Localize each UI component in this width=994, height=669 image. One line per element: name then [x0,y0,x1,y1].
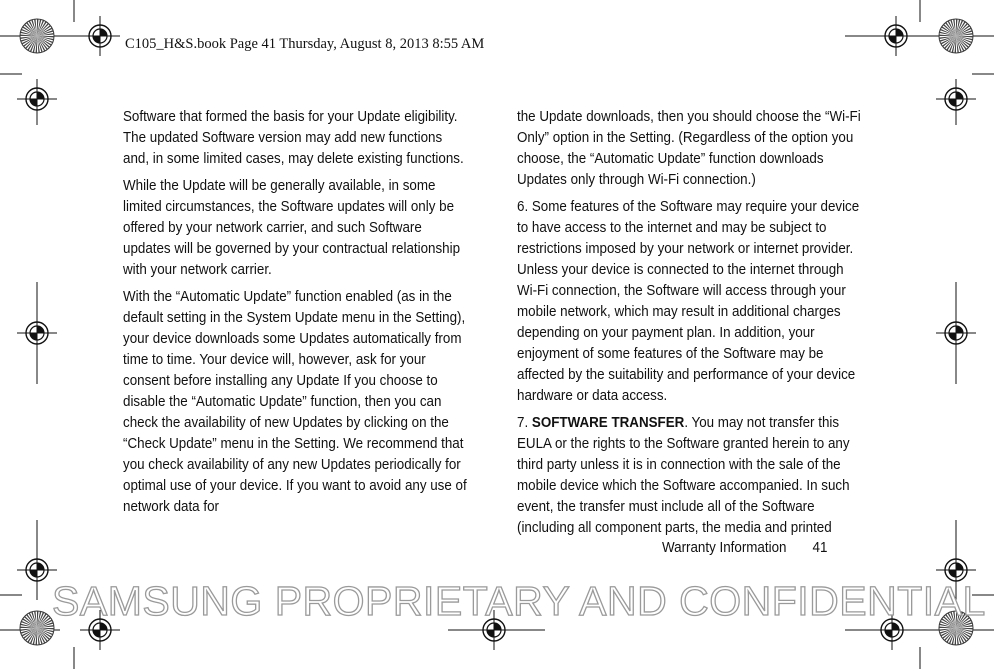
left-paragraph-1: Software that formed the basis for your Update eligibility. The updated Software version may add new functions and, in some limited cases, may delete existing functions. [123,109,464,167]
footer-section-title: Warranty Information [662,540,787,556]
color-starburst-icon [20,611,54,645]
item-6-paragraph: 6. Some features of the Software may require your device to have access to the internet and may be subject to restrictions imposed by your network or internet provider. Unless your device is connected to the internet through Wi-Fi connection, the Software will access through your mobile network, which may result in additional charges depending on your payment plan. In addition, your enjoyment of some features of the Software may be affected by the suitability and performance of your device hardware or data access. [517,199,860,404]
registration-target-icon [936,313,976,353]
registration-target-icon [936,79,976,119]
item-7-text: . You may not transfer this EULA or the rights to the Software granted herein to any third party unless it is in connection with the sale of the mobile device which the Software accompanied. In such event, the transfer must include all of the Software (including all component parts, the media and printed [517,415,850,536]
item-7-paragraph [517,413,862,539]
page-footer [662,540,827,556]
print-info-header: C105_H&S.book Page 41 Thursday, August 8, 2013 8:55 AM [125,36,485,52]
registration-target-icon [80,16,120,56]
right-continuation-paragraph: the Update downloads, then you should choose the “Wi-Fi Only” option in the Setting. (Regardless of the option you choose, the “Automatic Update” function downloads Updates only through Wi-Fi connection.) [517,109,861,188]
color-starburst-icon [20,19,54,53]
item-7-label: SOFTWARE TRANSFER [531,415,685,431]
item-7-number: 7. [517,415,529,431]
right-column [517,107,862,545]
registration-target-icon [17,79,57,119]
color-starburst-icon [939,19,973,53]
left-column [123,107,469,524]
registration-target-icon [17,550,57,590]
left-paragraph-2: While the Update will be generally available, in some limited circumstances, the Software updates will only be offered by your network carrier, and such Software updates will be governed by your contractual relationship with your network carrier. [123,178,461,278]
footer-page-number: 41 [812,540,828,556]
registration-target-icon [17,313,57,353]
registration-target-icon [876,16,916,56]
left-paragraph-3: With the “Automatic Update” function enabled (as in the default setting in the System Update menu in the Setting), your device downloads some Updates automatically from time to time. Your device will, however, ask for your consent before installing any Update If you choose to disable the “Automatic Update” function, then you can check the availability of new Updates by clicking on the “Check Update” menu in the Setting. We recommend that you check availability of any new Updates periodically for optimal use of your device. If you want to avoid any use of network data for [123,289,467,515]
confidential-watermark: SAMSUNG PROPRIETARY AND CONFIDENTIAL [52,578,986,624]
